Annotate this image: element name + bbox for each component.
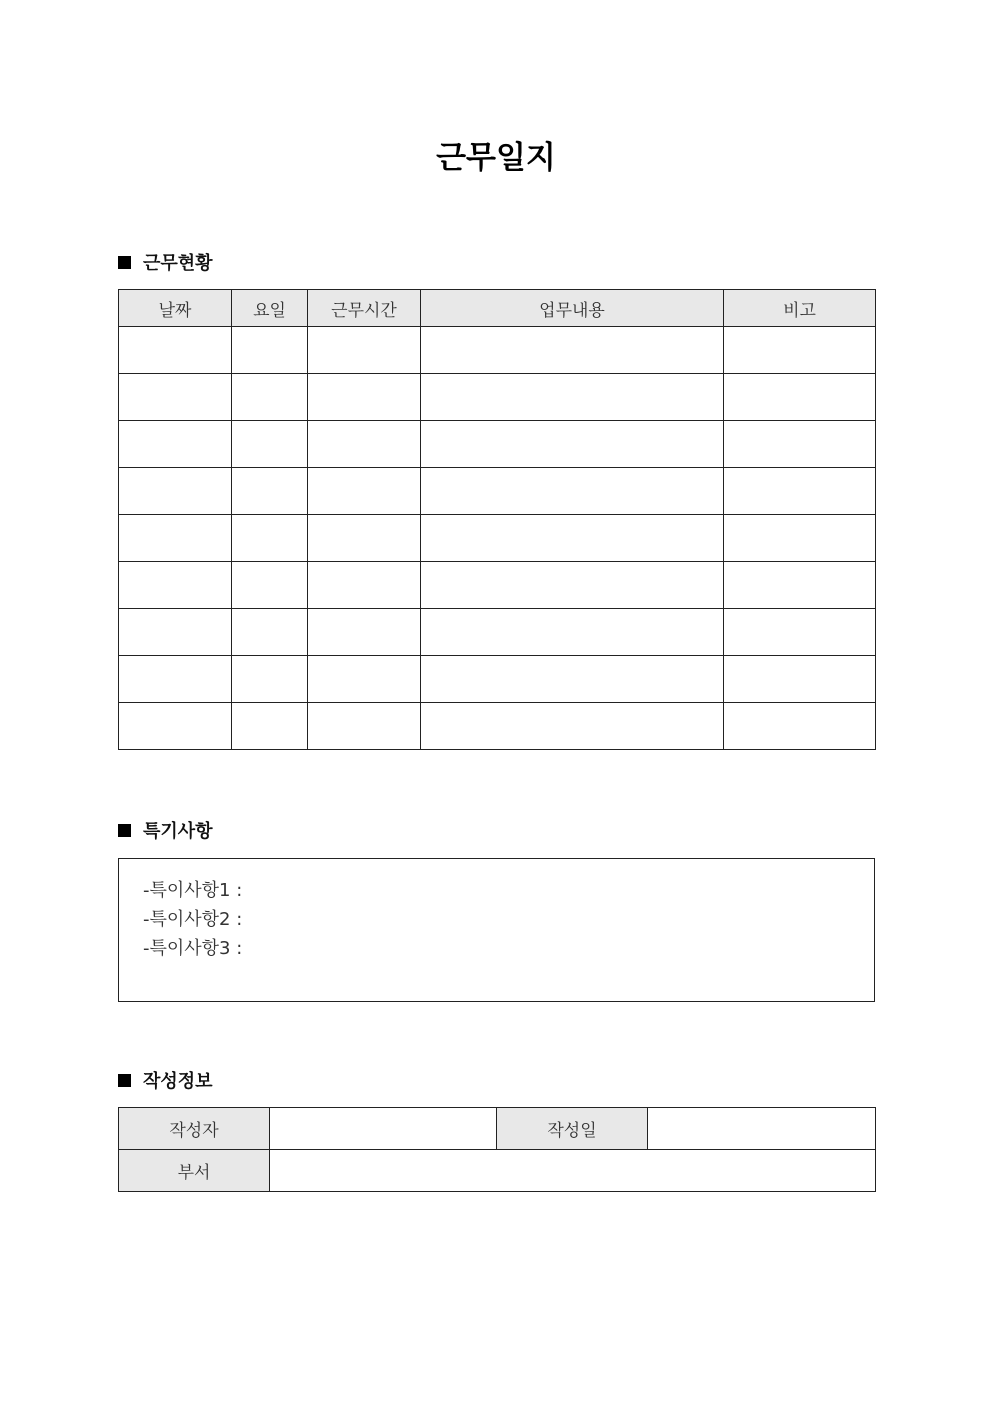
work-status-table xyxy=(118,289,876,750)
note-line-2: -특이사항2 : xyxy=(143,909,243,930)
table-header-row xyxy=(119,290,876,327)
square-bullet-icon xyxy=(118,1074,131,1087)
header-date: 날짜 xyxy=(119,290,232,327)
cell-work-hours[interactable] xyxy=(308,703,421,750)
page-title: 근무일지 xyxy=(436,140,556,176)
author-value-field[interactable] xyxy=(270,1108,497,1150)
cell-remarks[interactable] xyxy=(724,515,876,562)
cell-work-content[interactable] xyxy=(421,562,724,609)
table-row xyxy=(119,609,876,656)
cell-work-hours[interactable] xyxy=(308,468,421,515)
table-row xyxy=(119,562,876,609)
section-heading-special-notes xyxy=(118,819,213,845)
cell-remarks[interactable] xyxy=(724,703,876,750)
table-row xyxy=(119,468,876,515)
table-row xyxy=(119,327,876,374)
section-heading-author-info xyxy=(118,1069,213,1095)
cell-day[interactable] xyxy=(232,421,308,468)
note-line-1: -특이사항1 : xyxy=(143,880,243,901)
cell-day[interactable] xyxy=(232,703,308,750)
cell-work-hours[interactable] xyxy=(308,656,421,703)
special-notes-box[interactable] xyxy=(118,858,875,1002)
department-value-field[interactable] xyxy=(270,1150,876,1192)
table-row xyxy=(119,421,876,468)
cell-work-hours[interactable] xyxy=(308,515,421,562)
header-remarks: 비고 xyxy=(724,290,876,327)
cell-date[interactable] xyxy=(119,609,232,656)
section-heading-label: 작성정보 xyxy=(143,1071,213,1092)
square-bullet-icon xyxy=(118,824,131,837)
cell-remarks[interactable] xyxy=(724,609,876,656)
cell-work-content[interactable] xyxy=(421,421,724,468)
cell-work-hours[interactable] xyxy=(308,421,421,468)
header-work-hours: 근무시간 xyxy=(308,290,421,327)
table-row xyxy=(119,656,876,703)
header-work-content: 업무내용 xyxy=(421,290,724,327)
table-row xyxy=(119,374,876,421)
cell-day[interactable] xyxy=(232,562,308,609)
cell-date[interactable] xyxy=(119,421,232,468)
table-row xyxy=(119,1108,876,1150)
section-heading-label: 근무현황 xyxy=(143,253,213,274)
cell-work-content[interactable] xyxy=(421,515,724,562)
header-day: 요일 xyxy=(232,290,308,327)
cell-work-content[interactable] xyxy=(421,656,724,703)
cell-date[interactable] xyxy=(119,703,232,750)
table-row xyxy=(119,515,876,562)
date-value-field[interactable] xyxy=(648,1108,876,1150)
cell-remarks[interactable] xyxy=(724,327,876,374)
table-row xyxy=(119,1150,876,1192)
cell-day[interactable] xyxy=(232,327,308,374)
cell-day[interactable] xyxy=(232,515,308,562)
cell-work-hours[interactable] xyxy=(308,562,421,609)
cell-work-hours[interactable] xyxy=(308,609,421,656)
author-label: 작성자 xyxy=(119,1108,270,1150)
section-heading-label: 특기사항 xyxy=(143,821,213,842)
cell-remarks[interactable] xyxy=(724,421,876,468)
cell-work-content[interactable] xyxy=(421,468,724,515)
cell-date[interactable] xyxy=(119,468,232,515)
cell-day[interactable] xyxy=(232,656,308,703)
cell-date[interactable] xyxy=(119,656,232,703)
cell-remarks[interactable] xyxy=(724,656,876,703)
cell-work-hours[interactable] xyxy=(308,374,421,421)
cell-work-content[interactable] xyxy=(421,703,724,750)
cell-day[interactable] xyxy=(232,609,308,656)
table-row xyxy=(119,703,876,750)
section-heading-work-status xyxy=(118,251,213,277)
cell-work-content[interactable] xyxy=(421,609,724,656)
cell-date[interactable] xyxy=(119,515,232,562)
cell-work-content[interactable] xyxy=(421,327,724,374)
cell-remarks[interactable] xyxy=(724,374,876,421)
cell-day[interactable] xyxy=(232,374,308,421)
cell-remarks[interactable] xyxy=(724,562,876,609)
square-bullet-icon xyxy=(118,256,131,269)
cell-work-content[interactable] xyxy=(421,374,724,421)
cell-date[interactable] xyxy=(119,374,232,421)
note-line-3: -특이사항3 : xyxy=(143,938,243,959)
cell-day[interactable] xyxy=(232,468,308,515)
cell-remarks[interactable] xyxy=(724,468,876,515)
cell-date[interactable] xyxy=(119,562,232,609)
date-label: 작성일 xyxy=(497,1108,648,1150)
cell-work-hours[interactable] xyxy=(308,327,421,374)
department-label: 부서 xyxy=(119,1150,270,1192)
author-info-table xyxy=(118,1107,876,1192)
cell-date[interactable] xyxy=(119,327,232,374)
